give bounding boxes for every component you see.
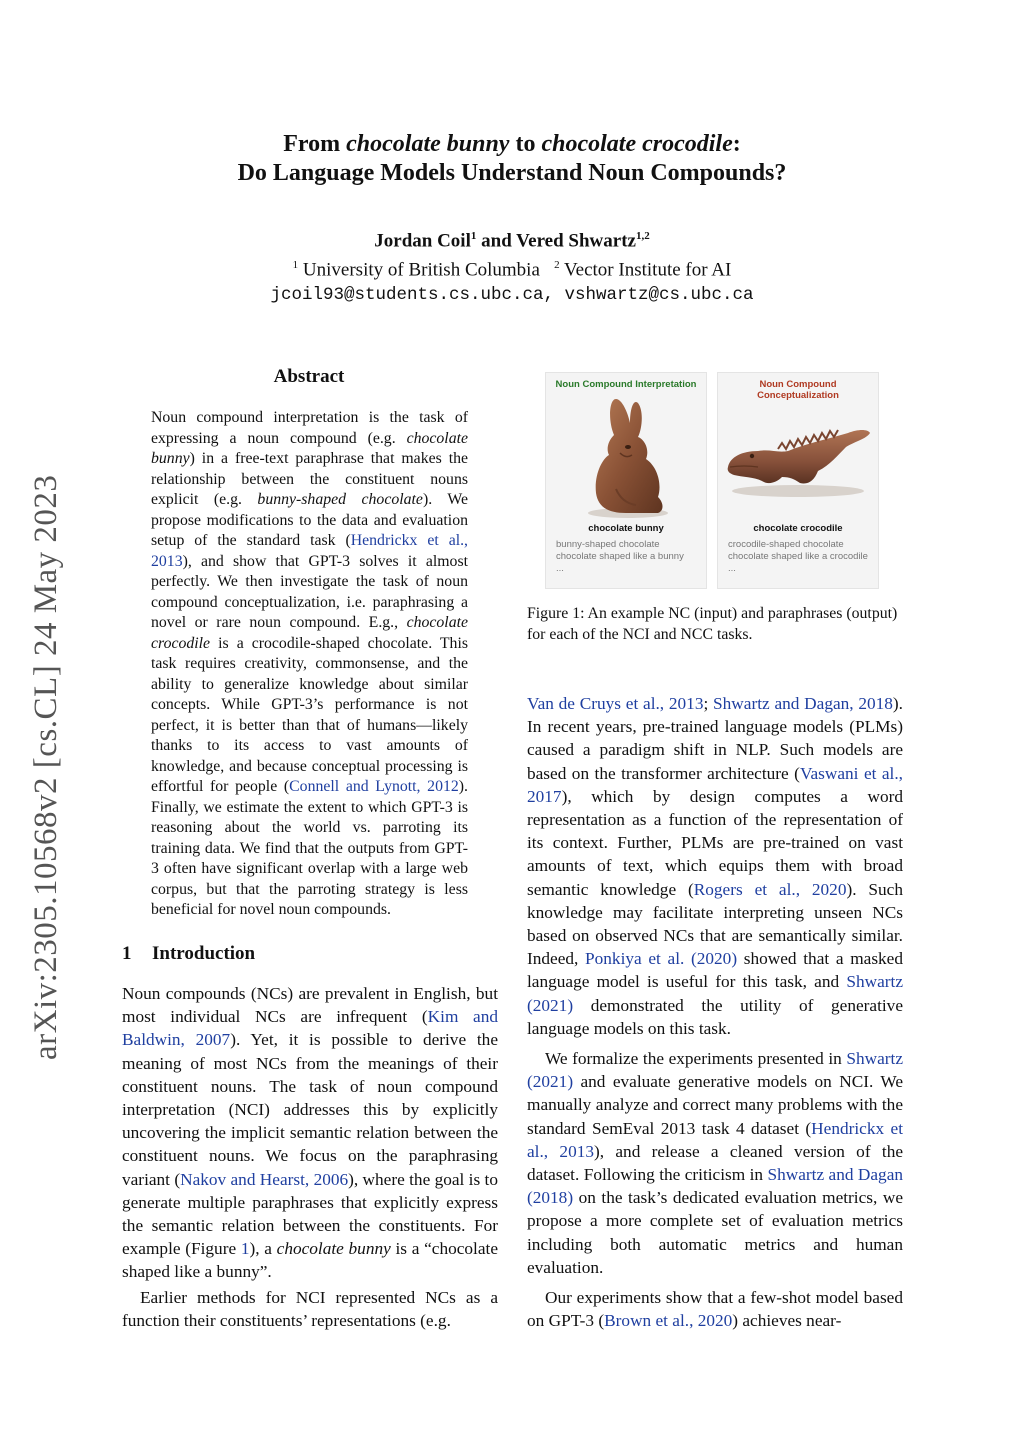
chocolate-bunny-image	[546, 393, 706, 521]
right-paragraph-3: Our experiments show that a few-shot model based on GPT-3 (Brown et al., 2020) achieves near-	[527, 1288, 903, 1331]
title-line-1: From chocolate bunny to chocolate crocodile:	[283, 131, 741, 157]
ncc-compound-label: chocolate crocodile	[753, 523, 843, 534]
citation-link[interactable]: Vaswani et al., 2017	[527, 763, 903, 806]
citation-link[interactable]: Hendrickx et al., 2013	[527, 1118, 903, 1161]
ncc-paraphrases: crocodile-shaped chocolate chocolate shaped like a crocodile ...	[728, 539, 868, 574]
citation-link[interactable]: Shwartz (2021)	[527, 1049, 903, 1092]
citation-link[interactable]: Connell and Lynott, 2012	[289, 778, 459, 795]
citation-link[interactable]: Van de Cruys et al., 2013	[527, 694, 704, 713]
arxiv-sidebar-stamp: arXiv:2305.10568v2 [cs.CL] 24 May 2023	[28, 474, 64, 1060]
citation-link[interactable]: Hendrickx et al., 2013	[151, 532, 468, 570]
citation-link[interactable]: Brown et al., 2020	[604, 1311, 733, 1331]
nci-compound-label: chocolate bunny	[588, 523, 664, 534]
title-line-2: Do Language Models Understand Noun Compounds?	[237, 160, 787, 186]
citation-link[interactable]: Nakov and Hearst, 2006	[180, 1169, 349, 1189]
figure-ref-link[interactable]: 1	[240, 1239, 250, 1259]
right-paragraph-2: We formalize the experiments presented in Shwartz (2021) and evaluate generative models on NCI. We manually analyze and correct many problems with the standard SemEval 2013 task 4 dataset (Hendrickx et al., 2013), and release a cleaned version of the dataset. Following the criticism in Shwartz and Dagan (2018) on the task’s dedicated evaluation metrics, we propose a more complete set of evaluation metrics including both automatic metrics and human evaluation.	[527, 1049, 904, 1277]
intro-paragraph-1: Noun compounds (NCs) are prevalent in English, but most individual NCs are infrequent (Kim and Baldwin, 2007). Yet, it is possible to derive the meaning of most NCs from the meanings of their constituent nouns. The task of noun compound interpretation (NCI) addresses this by explicitly uncovering the implicit semantic relation between the constituent nouns. We focus on the paraphrasing variant (Nakov and Hearst, 2006), where the goal is to generate multiple paraphrases that explicitly express the semantic relation between the constituents. For example (Figure 1), a chocolate bunny is a “chocolate shaped like a bunny”.	[122, 984, 499, 1282]
citation-link[interactable]: Shwartz and Dagan (2018)	[527, 1165, 904, 1208]
nci-panel-title: Noun Compound Interpretation	[555, 379, 697, 390]
affiliations: $^1$ University of British Columbia $^2$ Vector Institute for AI	[292, 259, 732, 281]
abstract-heading: Abstract	[273, 366, 345, 387]
citation-link[interactable]: Ponkiya et al. (2020)	[585, 949, 738, 969]
figure-1	[545, 372, 885, 587]
author-names: Jordan Coil$^1$ and Vered Shwartz$^{1,2}$	[374, 230, 650, 252]
citation-link[interactable]: Shwartz (2021)	[527, 972, 903, 1015]
paper-title	[0, 130, 1024, 188]
citation-link[interactable]: Kim and Baldwin, 2007	[122, 1007, 499, 1050]
author-block	[0, 224, 1024, 307]
ncc-panel	[717, 372, 879, 589]
abstract-text: Noun compound interpretation is the task of expressing a noun compound (e.g. chocolate bunny) in a free-text paraphrase that makes the relationship between the constituent nouns explicit (e.g. bunny-shaped chocolate). We propose modifications to the data and evaluation setup of the standard task (Hendrickx et al., 2013), and show that GPT-3 solves it almost perfectly. We then investigate the task of noun compound conceptualization, i.e. paraphrasing a novel or rare noun compound. E.g., chocolate crocodile is a crocodile-shaped chocolate. This task requires creativity, commonsense, and the ability to generalize knowledge about similar concepts. While GPT-3’s performance is not perfect, it is better than that of humans—likely thanks to its access to vast amounts of knowledge, and because conceptual processing is effortful for people (Connell and Lynott, 2012). Finally, we estimate the extent to which GPT-3 is reasoning about the world vs. parroting its training data. We find that the outputs from GPT-3 often have significant overlap with a large web corpus, but that the parroting strategy is less beneficial for novel noun compounds.	[151, 409, 469, 918]
section-heading-introduction: 1 Introduction	[122, 943, 256, 964]
author-emails[interactable]: jcoil93@students.cs.ubc.ca, vshwartz@cs.ubc.ca	[270, 284, 754, 305]
citation-link[interactable]: Shwartz and Dagan, 2018	[713, 694, 893, 713]
nci-panel	[545, 372, 707, 589]
figure-1-caption: Figure 1: An example NC (input) and paraphrases (output) for each of the NCI and NCC tasks.	[527, 605, 898, 643]
citation-link[interactable]: Rogers et al., 2020	[693, 879, 847, 899]
chocolate-crocodile-image	[718, 393, 878, 521]
nci-paraphrases: bunny-shaped chocolate chocolate shaped like a bunny ...	[556, 539, 684, 574]
intro-paragraph-2: Earlier methods for NCI represented NCs as a function their constituents’ representations (e.g.	[122, 1288, 498, 1331]
ncc-panel-title: Noun Compound Conceptualization	[757, 379, 839, 401]
right-paragraph-1: Van de Cruys et al., 2013; Shwartz and Dagan, 2018). In recent years, pre-trained language models (PLMs) caused a paradigm shift in NLP. Such models are based on the transformer architecture (Vaswani et al., 2017), which by design computes a word representation as a function of the representation of its context. Further, PLMs are pre-trained on vast amounts of text, which equips them with broad semantic knowledge (Rogers et al., 2020). Such knowledge may facilitate interpreting unseen NCs based on observed NCs that are semantically similar. Indeed, Ponkiya et al. (2020) showed that a masked language model is useful for this task, and Shwartz (2021) demonstrated the utility of generative language models on this task.	[527, 694, 903, 1038]
